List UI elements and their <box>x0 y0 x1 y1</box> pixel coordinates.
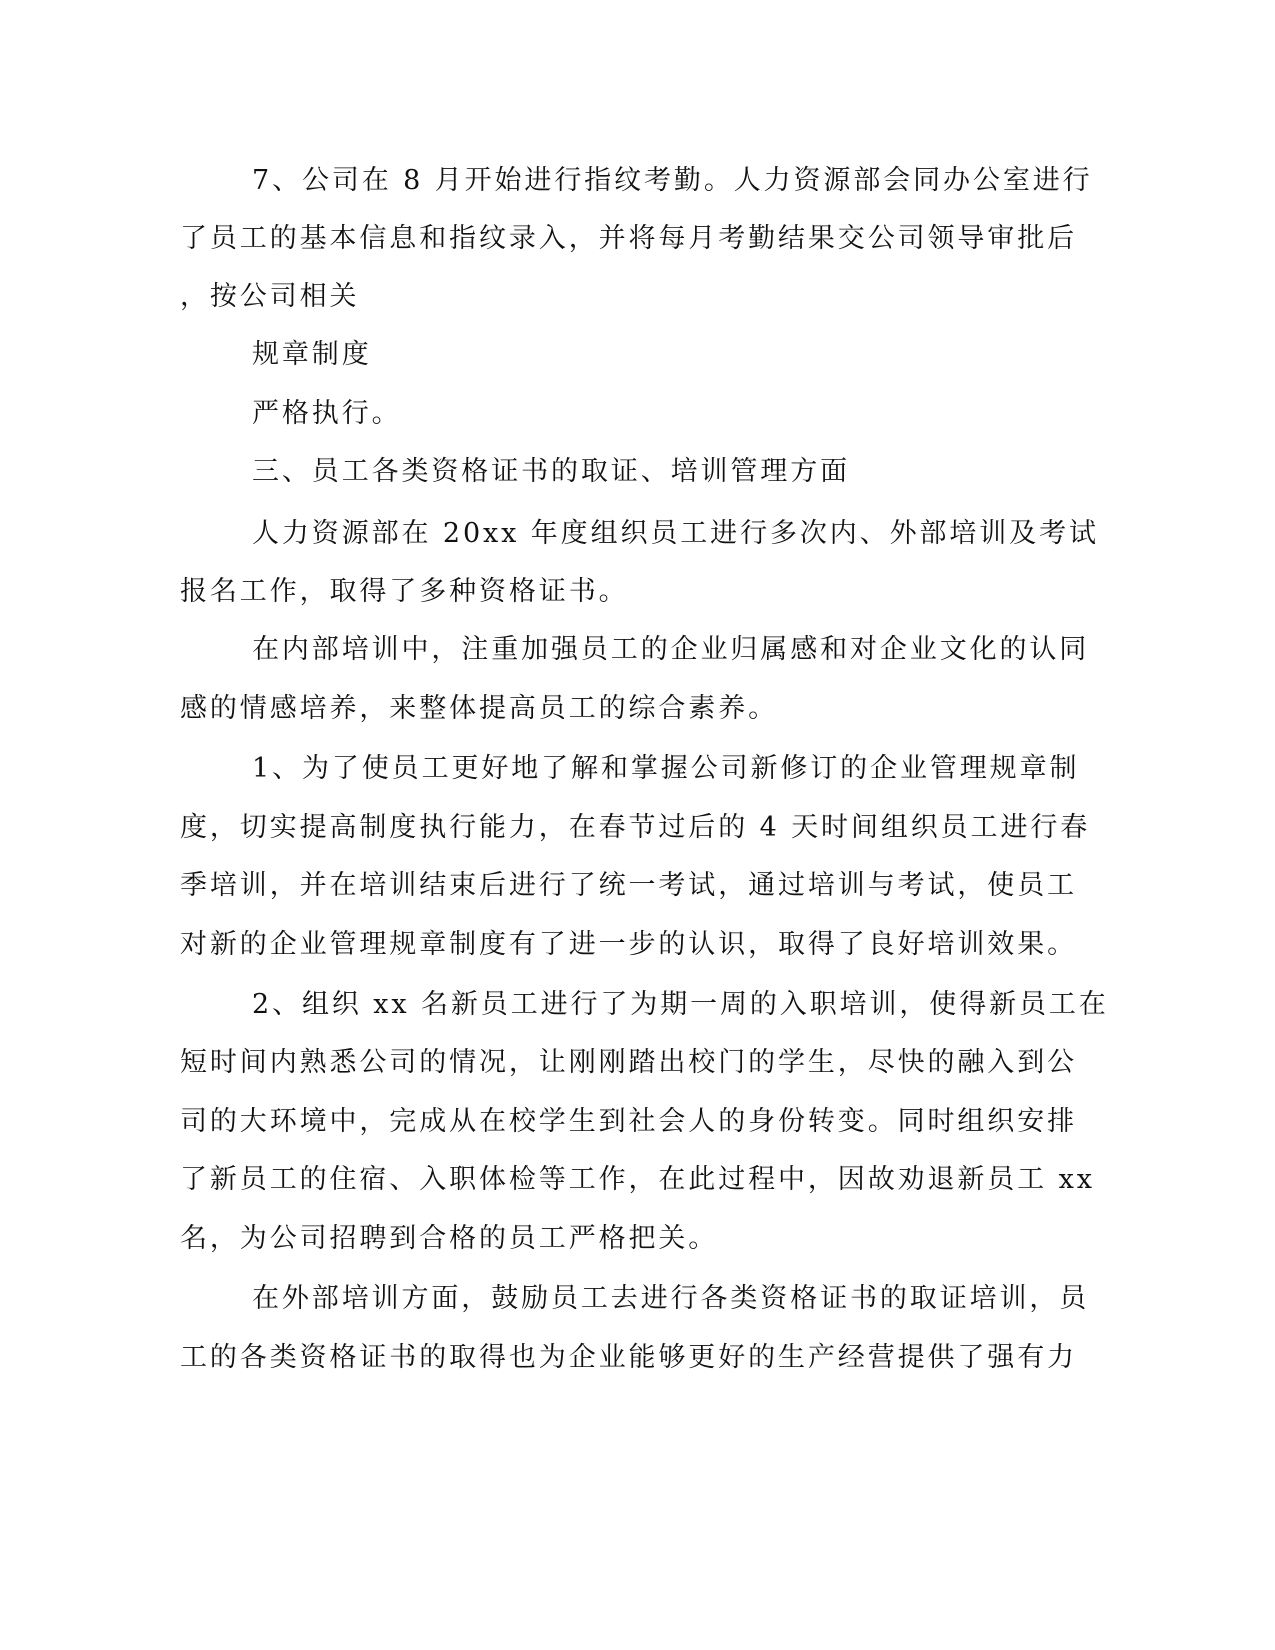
line-text: 了员工的基本信息和指纹录入，并将每月考勤结果交公司领导审批后 <box>180 223 1077 254</box>
paragraph-line <box>0 514 1275 554</box>
line-text: 在内部培训中，注重加强员工的企业归属感和对企业文化的认同 <box>252 634 1090 665</box>
paragraph-line <box>0 572 1275 612</box>
paragraph-line <box>0 277 1275 317</box>
line-text: 对新的企业管理规章制度有了进一步的认识，取得了良好培训效果。 <box>180 929 1077 960</box>
line-text: 司的大环境中，完成从在校学生到社会人的身份转变。同时组织安排 <box>180 1106 1077 1137</box>
paragraph-line <box>0 689 1275 729</box>
paragraph-line <box>0 925 1275 965</box>
paragraph-line <box>0 1160 1275 1200</box>
line-text: 工的各类资格证书的取得也为企业能够更好的生产经营提供了强有力 <box>180 1342 1077 1373</box>
line-text: 报名工作，取得了多种资格证书。 <box>180 576 629 607</box>
line-text: 7、公司在 8 月开始进行指纹考勤。人力资源部会同办公室进行 <box>252 165 1093 196</box>
paragraph-line <box>0 985 1275 1025</box>
section-heading <box>0 452 1275 492</box>
line-text: ，按公司相关 <box>180 281 360 312</box>
paragraph-line <box>0 866 1275 906</box>
line-text: 规章制度 <box>252 339 372 370</box>
line-text: 名，为公司招聘到合格的员工严格把关。 <box>180 1223 719 1254</box>
paragraph-line <box>0 1102 1275 1142</box>
paragraph-line <box>0 1338 1275 1378</box>
paragraph-line <box>0 161 1275 201</box>
line-text: 人力资源部在 20xx 年度组织员工进行多次内、外部培训及考试 <box>252 518 1099 549</box>
line-text: 短时间内熟悉公司的情况，让刚刚踏出校门的学生，尽快的融入到公 <box>180 1047 1077 1078</box>
line-text: 三、员工各类资格证书的取证、培训管理方面 <box>252 456 850 487</box>
paragraph-line <box>0 1219 1275 1259</box>
paragraph-line <box>0 335 1275 375</box>
paragraph-line <box>0 394 1275 434</box>
paragraph-line <box>0 749 1275 789</box>
paragraph-line <box>0 219 1275 259</box>
line-text: 季培训，并在培训结束后进行了统一考试，通过培训与考试，使员工 <box>180 870 1077 901</box>
paragraph-line <box>0 630 1275 670</box>
line-text: 了新员工的住宿、入职体检等工作，在此过程中，因故劝退新员工 xx <box>180 1164 1095 1195</box>
line-text: 度，切实提高制度执行能力，在春节过后的 4 天时间组织员工进行春 <box>180 812 1091 843</box>
line-text: 感的情感培养，来整体提高员工的综合素养。 <box>180 693 778 724</box>
paragraph-line <box>0 1043 1275 1083</box>
line-text: 严格执行。 <box>252 398 402 429</box>
line-text: 1、为了使员工更好地了解和掌握公司新修订的企业管理规章制 <box>252 753 1080 784</box>
paragraph-line <box>0 808 1275 848</box>
line-text: 2、组织 xx 名新员工进行了为期一周的入职培训，使得新员工在 <box>252 989 1109 1020</box>
paragraph-line <box>0 1279 1275 1319</box>
line-text: 在外部培训方面，鼓励员工去进行各类资格证书的取证培训，员 <box>252 1283 1090 1314</box>
